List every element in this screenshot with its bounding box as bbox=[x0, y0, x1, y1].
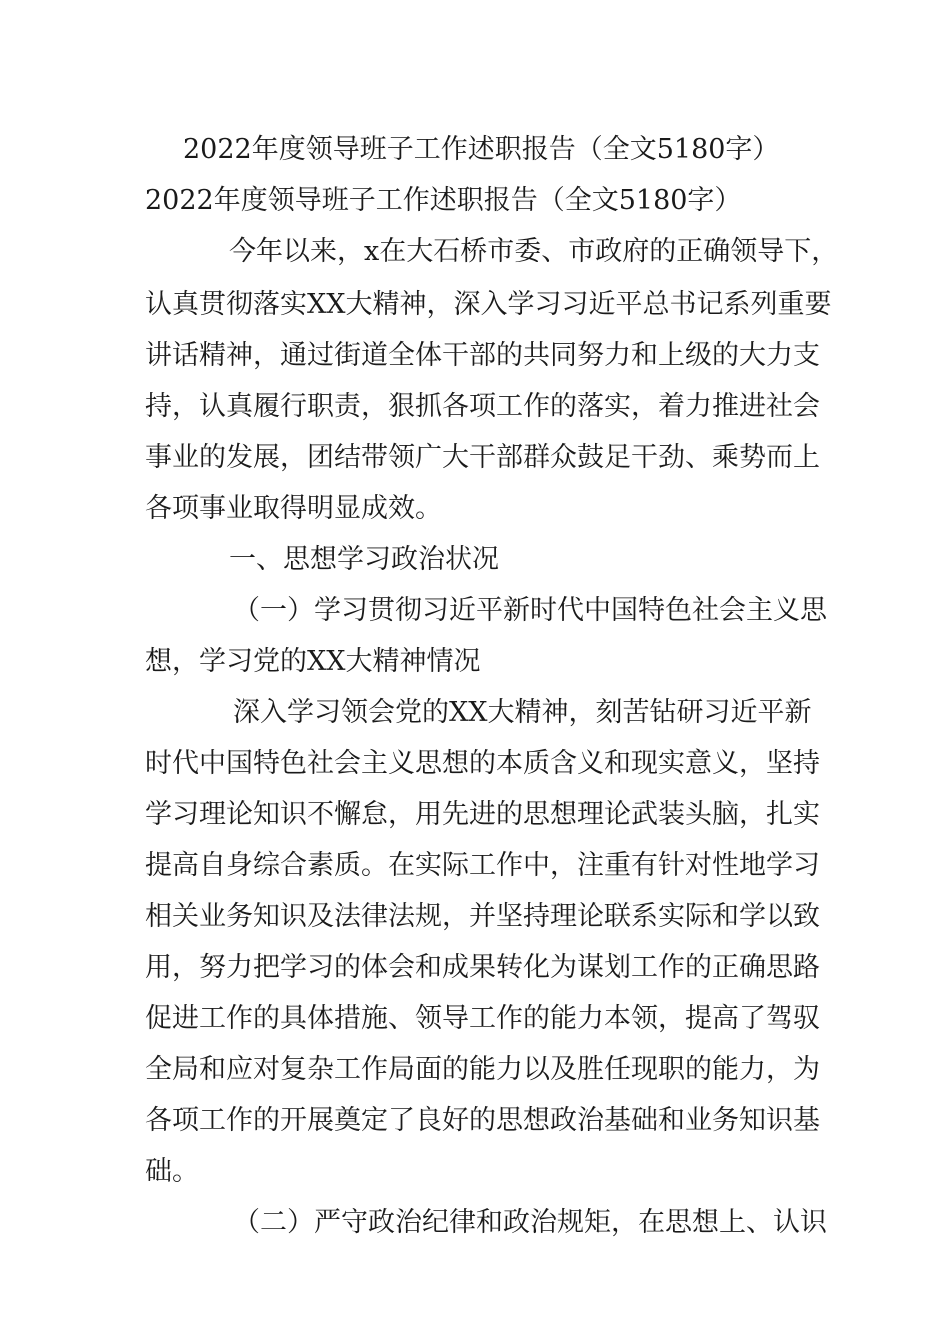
paragraph-line: 今年以来，x在大石桥市委、市政府的正确领导下， bbox=[229, 236, 839, 267]
paragraph-line: 促进工作的具体措施、领导工作的能力本领，提高了驾驭 bbox=[145, 1003, 820, 1034]
paragraph-line: 学习理论知识不懈怠，用先进的思想理论武装头脑，扎实 bbox=[145, 799, 820, 830]
paragraph-line: 持，认真履行职责，狠抓各项工作的落实，着力推进社会 bbox=[145, 391, 820, 422]
document-title: 2022年度领导班子工作述职报告（全文5180字） bbox=[183, 134, 780, 165]
paragraph-line: 各项工作的开展奠定了良好的思想政治基础和业务知识基 bbox=[145, 1105, 820, 1136]
paragraph-line: 事业的发展，团结带领广大干部群众鼓足干劲、乘势而上 bbox=[145, 442, 820, 473]
paragraph-line: 础。 bbox=[145, 1156, 199, 1187]
subsection-heading-continued: 想，学习党的XX大精神情况 bbox=[145, 646, 481, 677]
paragraph-line: 相关业务知识及法律法规，并坚持理论联系实际和学以致 bbox=[145, 901, 820, 932]
paragraph-line: 全局和应对复杂工作局面的能力以及胜任现职的能力，为 bbox=[145, 1054, 820, 1085]
subsection-heading: （二）严守政治纪律和政治规矩，在思想上、认识 bbox=[233, 1207, 827, 1238]
paragraph-line: 深入学习领会党的XX大精神，刻苦钻研习近平新 bbox=[233, 697, 812, 728]
subsection-heading: （一）学习贯彻习近平新时代中国特色社会主义思 bbox=[233, 595, 827, 626]
section-heading: 一、思想学习政治状况 bbox=[229, 544, 499, 575]
document-subtitle: 2022年度领导班子工作述职报告（全文5180字） bbox=[145, 185, 742, 216]
paragraph-line: 用，努力把学习的体会和成果转化为谋划工作的正确思路 bbox=[145, 952, 820, 983]
paragraph-line: 时代中国特色社会主义思想的本质含义和现实意义，坚持 bbox=[145, 748, 820, 779]
paragraph-line: 提高自身综合素质。在实际工作中，注重有针对性地学习 bbox=[145, 850, 820, 881]
paragraph-line: 认真贯彻落实XX大精神，深入学习习近平总书记系列重要 bbox=[145, 289, 832, 320]
paragraph-line: 讲话精神，通过街道全体干部的共同努力和上级的大力支 bbox=[145, 340, 820, 371]
paragraph-line: 各项事业取得明显成效。 bbox=[145, 493, 442, 524]
